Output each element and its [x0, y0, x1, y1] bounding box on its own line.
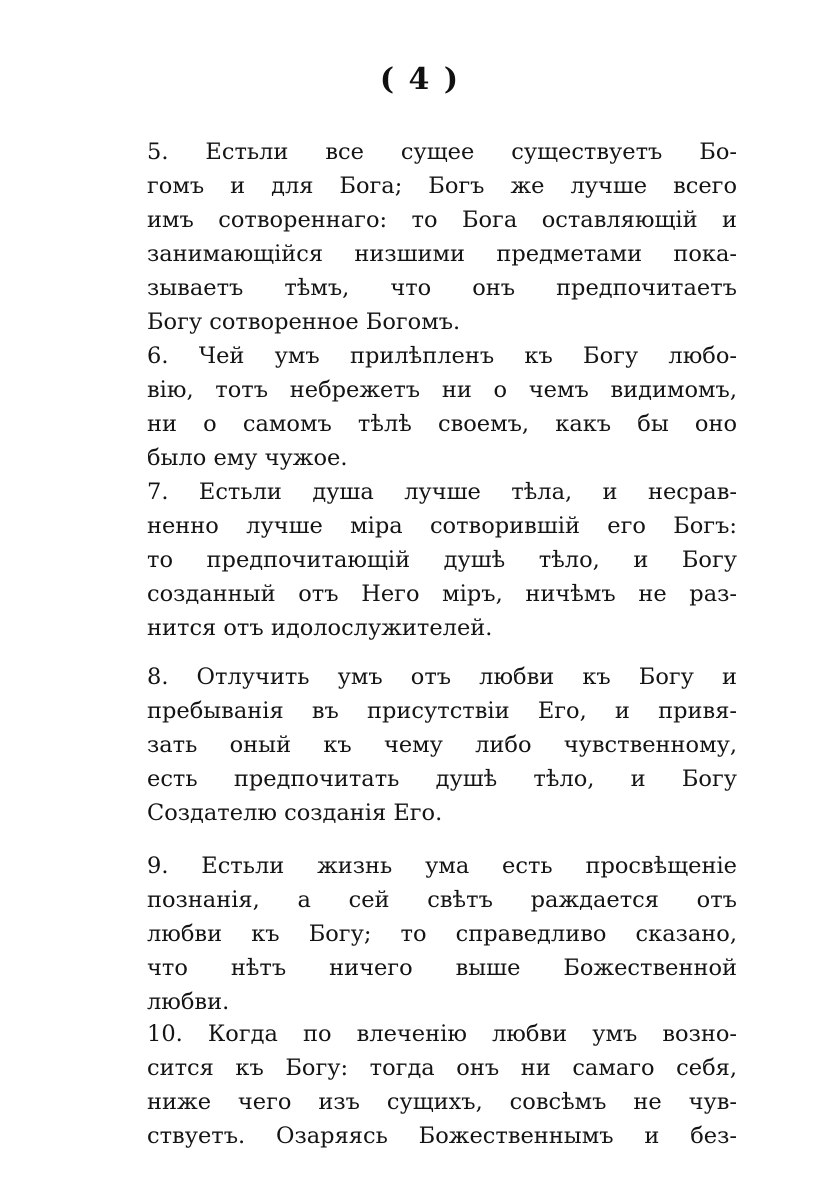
text-line: нится отъ идолослужителей.	[147, 615, 493, 641]
text-line: 8. Отлучить умъ отъ любви къ Богу и	[147, 664, 737, 690]
text-line: 9. Естьли жизнь ума есть просвѣщеніе	[147, 853, 737, 879]
text-line: 7. Естьли душа лучше тѣла, и несрав-	[147, 479, 737, 505]
text-line: ненно лучше міра сотворившій его Богъ:	[147, 513, 737, 539]
text-line: созданный отъ Него міръ, ничѣмъ не раз-	[147, 581, 737, 607]
text-line: имъ сотвореннаго: то Бога оставляющій и	[147, 207, 737, 233]
text-line: пребыванія въ присутствіи Его, и привя-	[147, 698, 737, 724]
text-line: было ему чужое.	[147, 445, 348, 471]
text-line: Создателю созданія Его.	[147, 800, 443, 826]
text-line: есть предпочитать душѣ тѣло, и Богу	[147, 766, 737, 792]
text-line: 10. Когда по влеченію любви умъ возно-	[147, 1021, 737, 1047]
text-line: ствуетъ. Озаряясь Божественнымъ и без-	[147, 1123, 737, 1149]
text-line: зать оный къ чему либо чувственному,	[147, 732, 737, 758]
text-line: вію, тотъ небрежетъ ни о чемъ видимомъ,	[147, 377, 737, 403]
text-line: что нѣтъ ничего выше Божественной	[147, 955, 737, 981]
paragraph-9	[147, 849, 737, 1019]
text-line: то предпочитающій душѣ тѣло, и Богу	[147, 547, 737, 573]
text-line: любви.	[147, 989, 230, 1015]
text-line: сится къ Богу: тогда онъ ни самаго себя,	[147, 1055, 737, 1081]
text-line: ни о самомъ тѣлѣ своемъ, какъ бы оно	[147, 411, 737, 437]
paragraph-7	[147, 475, 737, 645]
page-number: ( 4 )	[379, 62, 461, 97]
text-line: 5. Естьли все сущее существуетъ Бо-	[147, 139, 737, 165]
paragraph-6	[147, 339, 737, 475]
text-line: Богу сотворенное Богомъ.	[147, 309, 461, 335]
text-line: зываетъ тѣмъ, что онъ предпочитаетъ	[147, 275, 737, 301]
text-line: любви къ Богу; то справедливо сказано,	[147, 921, 737, 947]
text-line: познанія, а сей свѣтъ раждается отъ	[147, 887, 737, 913]
text-line: занимающійся низшими предметами пока-	[147, 241, 737, 267]
text-line: гомъ и для Бога; Богъ же лучше всего	[147, 173, 737, 199]
paragraph-5	[147, 135, 737, 339]
text-line: 6. Чей умъ прилѣпленъ къ Богу любо-	[147, 343, 737, 369]
paragraph-8	[147, 660, 737, 830]
paragraph-10	[147, 1017, 737, 1153]
text-line: ниже чего изъ сущихъ, совсѣмъ не чув-	[147, 1089, 737, 1115]
